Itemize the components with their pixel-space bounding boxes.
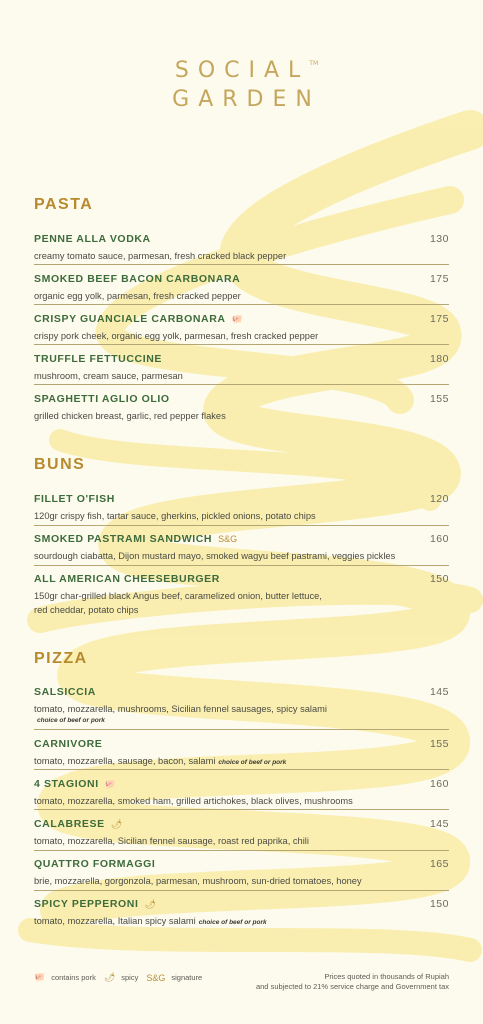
item-description-text: tomato, mozzarella, sausage, bacon, salami <box>34 756 216 766</box>
item-price: 160 <box>429 778 449 790</box>
item-description-text: tomato, mozzarella, Italian spicy salami <box>34 916 196 926</box>
item-description: 120gr crispy fish, tartar sauce, gherkins, pickled onions, potato chips <box>34 511 316 521</box>
section-title-pasta: PASTA <box>34 196 94 213</box>
pig-icon: 🐖 <box>231 313 243 324</box>
divider <box>34 344 449 345</box>
price-disclaimer <box>256 972 449 992</box>
item-name: SPICY PEPPERONI <box>34 898 139 910</box>
item-description: mushroom, cream sauce, parmesan <box>34 371 183 381</box>
legend-pork <box>34 972 96 983</box>
menu-item-fillet-o-fish <box>34 493 449 523</box>
item-name: CALABRESE <box>34 818 105 830</box>
item-price: 175 <box>429 273 449 285</box>
item-price: 160 <box>429 533 449 545</box>
item-name: SMOKED BEEF BACON CARBONARA <box>34 273 241 285</box>
item-description-line1: 150gr char-grilled black Angus beef, caramelized onion, butter lettuce, <box>34 591 322 601</box>
item-name: CARNIVORE <box>34 738 103 750</box>
item-name: CRISPY GUANCIALE CARBONARA <box>34 313 226 325</box>
chili-icon: 🌶 <box>103 972 116 982</box>
divider <box>34 565 449 566</box>
menu-item-carnivore <box>34 738 449 770</box>
item-price: 120 <box>429 493 449 505</box>
item-price: 150 <box>429 898 449 910</box>
item-price: 155 <box>429 738 449 750</box>
item-description: grilled chicken breast, garlic, red pepper flakes <box>34 411 226 421</box>
item-description: sourdough ciabatta, Dijon mustard mayo, smoked wagyu beef pastrami, veggies pickles <box>34 551 396 561</box>
item-name: PENNE ALLA VODKA <box>34 233 151 245</box>
item-description: tomato, mozzarella, smoked ham, grilled artichokes, black olives, mushrooms <box>34 796 353 806</box>
disclaimer-line2: and subjected to 21% service charge and Government tax <box>255 982 449 991</box>
item-price: 175 <box>429 313 449 325</box>
item-description <box>34 589 424 617</box>
sg-signature-icon: S&G <box>146 972 166 983</box>
sg-signature-icon: S&G <box>218 534 238 544</box>
item-description: tomato, mozzarella, Sicilian fennel sausage, roast red paprika, chili <box>34 836 309 846</box>
divider <box>34 850 449 851</box>
divider <box>34 769 449 770</box>
menu-item-quattro-formaggi <box>34 858 449 888</box>
legend-spicy-label: spicy <box>121 973 139 982</box>
menu-item-truffle-fettuccine <box>34 353 449 383</box>
item-price: 145 <box>429 818 449 830</box>
item-description-text: tomato, mozzarella, mushrooms, Sicilian fennel sausages, spicy salami <box>34 704 327 714</box>
divider <box>34 304 449 305</box>
divider <box>34 384 449 385</box>
footer <box>34 972 449 991</box>
item-name: SALSICCIA <box>34 686 96 698</box>
item-name: TRUFFLE FETTUCCINE <box>34 353 163 365</box>
pig-icon: 🐖 <box>104 778 116 789</box>
menu-item-spicy-pepperoni <box>34 898 449 930</box>
brand-logo <box>0 58 483 112</box>
menu-item-all-american-cheeseburger <box>34 573 449 617</box>
menu-item-spaghetti-aglio-olio <box>34 393 449 423</box>
divider <box>34 729 449 730</box>
item-description: organic egg yolk, parmesan, fresh cracked pepper <box>34 291 241 301</box>
chili-icon: 🌶 <box>110 818 123 829</box>
item-price: 155 <box>429 393 449 405</box>
divider <box>34 525 449 526</box>
item-price: 130 <box>429 233 449 245</box>
item-description <box>34 914 424 930</box>
item-name: 4 STAGIONI <box>34 778 99 790</box>
item-description: brie, mozzarella, gorgonzola, parmesan, mushroom, sun-dried tomatoes, honey <box>34 876 362 886</box>
item-price: 165 <box>429 858 449 870</box>
legend-pork-label: contains pork <box>51 973 96 982</box>
item-note: choice of beef or pork <box>218 759 287 766</box>
legend-signature <box>146 973 202 983</box>
divider <box>34 809 449 810</box>
menu-item-smoked-beef-bacon-carbonara <box>34 273 449 303</box>
brand-line1: SOCIAL <box>174 58 310 83</box>
disclaimer-line1: Prices quoted in thousands of Rupiah <box>324 972 449 981</box>
item-description <box>34 702 424 725</box>
item-description-line2: red cheddar, potato chips <box>34 605 139 615</box>
trademark: TM <box>309 60 319 67</box>
item-name: SPAGHETTI AGLIO OLIO <box>34 393 170 405</box>
section-title-buns: BUNS <box>34 456 86 473</box>
chili-icon: 🌶 <box>144 898 156 909</box>
item-description <box>34 754 424 770</box>
item-name: FILLET O'FISH <box>34 493 115 505</box>
divider <box>34 890 449 891</box>
menu-item-crispy-guanciale-carbonara <box>34 313 449 343</box>
item-description: creamy tomato sauce, parmesan, fresh cracked black pepper <box>34 251 287 261</box>
item-price: 145 <box>429 686 449 698</box>
divider <box>34 264 449 265</box>
brand-line2: GARDEN <box>172 87 321 112</box>
legend-spicy <box>104 972 139 983</box>
menu-item-penne-alla-vodka <box>34 233 449 263</box>
item-note: choice of beef or pork <box>37 717 105 724</box>
item-description: crispy pork cheek, organic egg yolk, parmesan, fresh cracked pepper <box>34 331 319 341</box>
pig-icon: 🐖 <box>34 972 46 982</box>
menu-item-salsiccia <box>34 686 449 725</box>
menu-item-smoked-pastrami-sandwich <box>34 533 449 563</box>
item-name: SMOKED PASTRAMI SANDWICH <box>34 533 213 545</box>
menu-item-calabrese <box>34 818 449 848</box>
item-name: QUATTRO FORMAGGI <box>34 858 156 870</box>
item-price: 150 <box>429 573 449 585</box>
menu-item-4-stagioni <box>34 778 449 808</box>
item-name: ALL AMERICAN CHEESEBURGER <box>34 573 220 585</box>
legend-signature-label: signature <box>171 973 203 982</box>
item-note: choice of beef or pork <box>198 919 267 926</box>
item-price: 180 <box>429 353 449 365</box>
section-title-pizza: PIZZA <box>34 650 88 667</box>
